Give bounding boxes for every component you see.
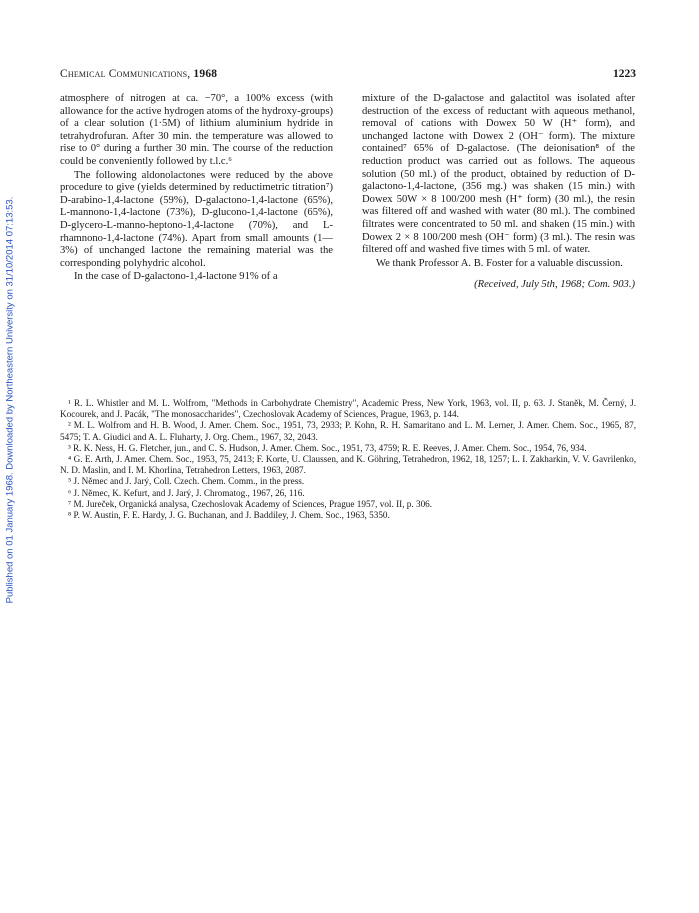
reference-3: ³ R. K. Ness, H. G. Fletcher, jun., and C. S. Hudson, J. Amer. Chem. Soc., 1951, 73, 4759; R. E. Reeves, J. Amer. Chem. Soc., 1954, 76, 934. [68,442,587,453]
references [60,398,636,521]
download-watermark [4,120,16,680]
paragraph: The following aldonolactones were reduced by the above procedure to give (yields determined by reductimetric titration⁷) D-arabino-1,4-lactone (59%), D-galactono-1,4-lactone (65%), L-mannono-1,4-lactone (73%), D-glucono-1,4-lactone (65%), D-glycero-L-manno-heptono-1,4-lactone (70%), and L-rhamnono-1,4-lactone (74%). Apart from small amounts (1—3%) of unchanged lactone the remaining material was the corresponding polyhydric alcohol. [60,169,333,269]
reference-2: ² M. L. Wolfrom and H. B. Wood, J. Amer. Chem. Soc., 1951, 73, 2933; P. Kohn, R. H. Samaritano and L. M. Lerner, J. Amer. Chem. Soc., 1965, 87, 5475; T. A. Giudici and A. L. Fluharty, J. Org. Chem., 1967, 32, 2043. [60,420,636,442]
paragraph: mixture of the D-galactose and galactitol was isolated after destruction of the excess of reductant with aqueous methanol, removal of cations with Dowex 50 W (H⁺ form), and unchanged lactone with Dowex 2 (OH⁻ form). The mixture contained⁷ 65% of D-galactose. (The deionisation⁸ of the reduction product was carried out as follows. The aqueous solution (50 ml.) of the product, obtained by reduction of D-galactono-1,4-lactone, (356 mg.) was shaken (15 min.) with Dowex 50W × 8 100/200 mesh (H⁺ form) (30 ml.), the resin was filtered off and washed with water (80 ml.). The combined filtrates were concentrated to 50 ml. and shaken (15 min.) with Dowex 2 × 8 100/200 mesh (OH⁻ form) (3 ml.). The resin was filtered off and washed five times with 5 ml. of water. [362,93,635,256]
reference-4: ⁴ G. E. Arth, J. Amer. Chem. Soc., 1953, 75, 2413; F. Korte, U. Claussen, and K. Göhring, Tetrahedron, 1962, 18, 1257; L. I. Zakharkin, V. V. Gavrilenko, N. D. Maslin, and I. M. Khorlina, Tetrahedron Letters, 1963, 2087. [60,454,636,476]
journal-name [60,68,217,80]
journal-title: Chemical Communications, [60,68,191,80]
reference-1: ¹ R. L. Whistler and M. L. Wolfrom, "Methods in Carbohydrate Chemistry", Academic Press, New York, 1963, vol. II, p. 63. J. Staněk, M. Černý, J. Kocourek, and J. Pacák, "The monosaccharides", Czechoslovak Academy of Sciences, Prague, 1963, p. 144. [60,398,636,420]
running-header [60,68,636,84]
paragraph: In the case of D-galactono-1,4-lactone 91% of a [74,271,278,283]
reference-5: ⁵ J. Němec and J. Jarý, Coll. Czech. Chem. Comm., in the press. [68,476,305,487]
received-date: (Received, July 5th, 1968; Com. 903.) [474,279,635,291]
page-number: 1223 [613,68,636,80]
right-column [362,93,635,293]
paragraph: atmosphere of nitrogen at ca. −70°, a 100% excess (with allowance for the active hydrogen atoms of the hydroxy-groups) of a clear solution (1·5M) of lithium aluminium hydride in tetrahydrofuran. After 30 min. the temperature was allowed to rise to 0° during a further 30 min. The course of the reduction could be conveniently followed by t.l.c.⁶ [60,93,333,167]
journal-year: 1968 [193,68,218,80]
reference-7: ⁷ M. Jureček, Organická analysa, Czechoslovak Academy of Sciences, Prague 1957, vol. II, p. 306. [68,498,433,509]
download-watermark-text: Published on 01 January 1968. Downloaded by Northeastern University on 31/10/2014 07:13:53. [4,196,16,604]
left-column [60,93,333,285]
reference-6: ⁶ J. Němec, K. Kefurt, and J. Jarý, J. Chromatog., 1967, 26, 116. [68,487,305,498]
acknowledgement: We thank Professor A. B. Foster for a valuable discussion. [376,257,623,269]
reference-8: ⁸ P. W. Austin, F. E. Hardy, J. G. Buchanan, and J. Baddiley, J. Chem. Soc., 1963, 5350. [68,510,390,521]
